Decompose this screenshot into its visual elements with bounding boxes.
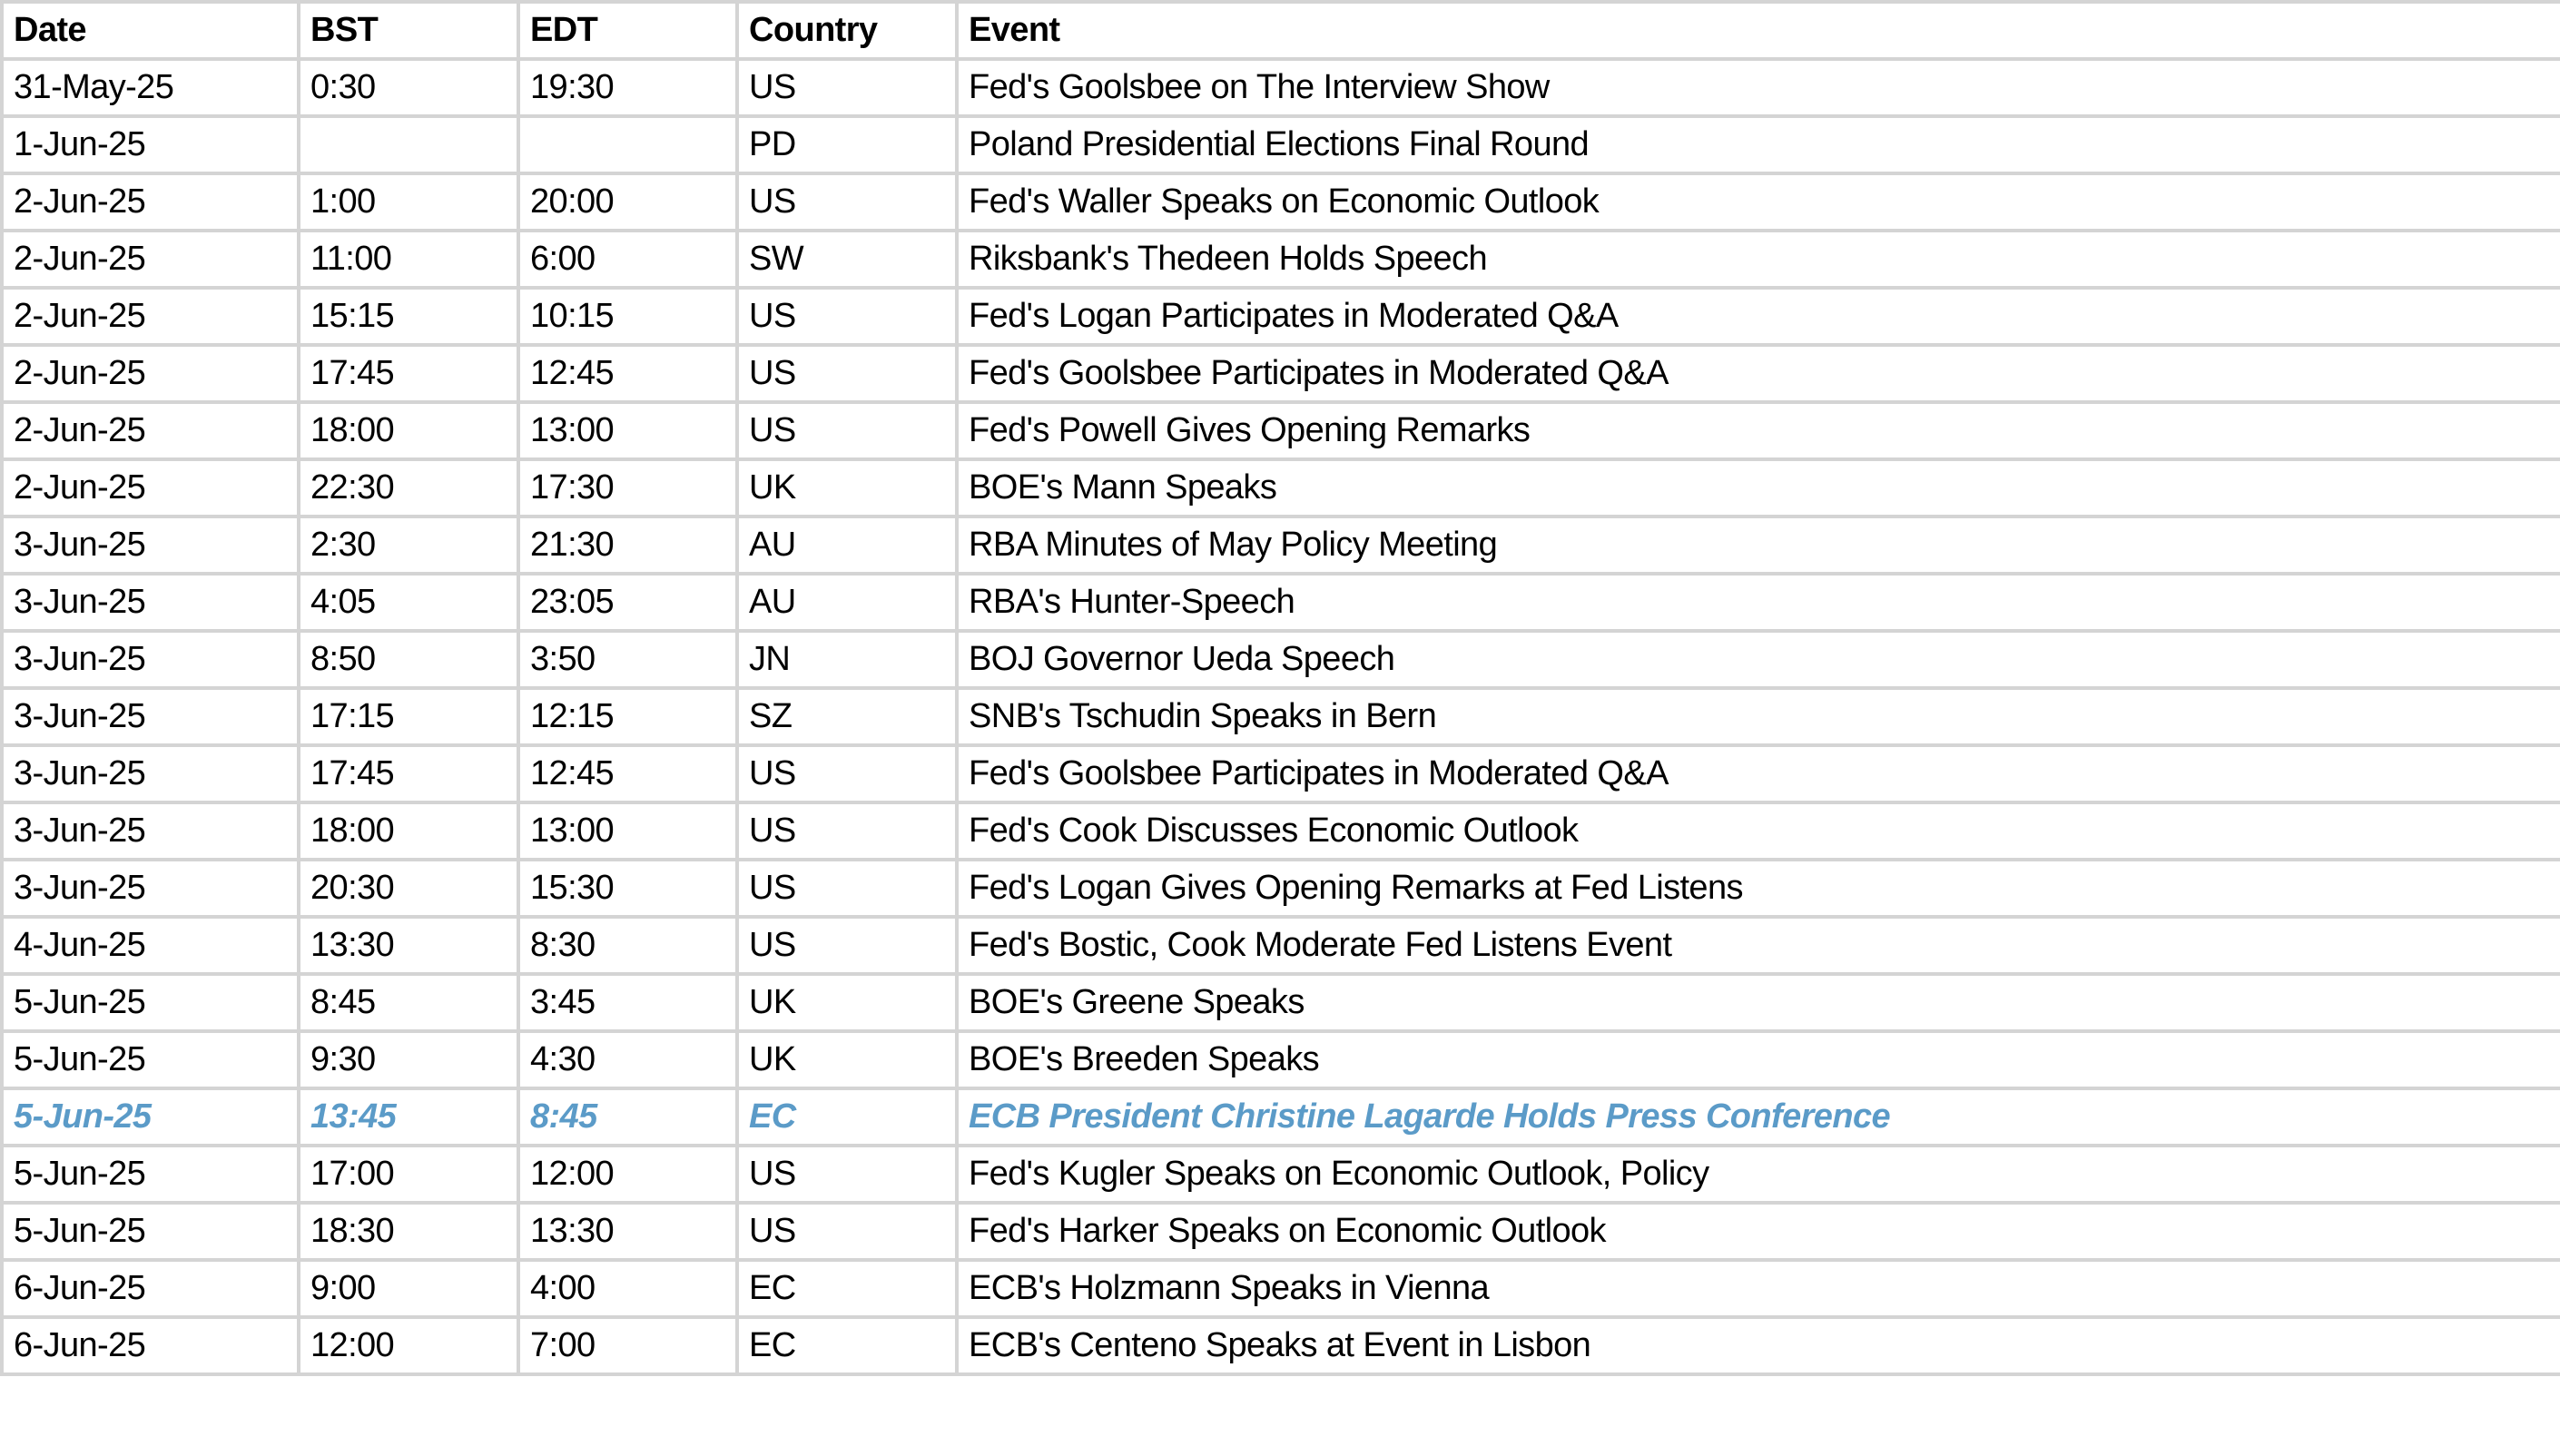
bst-time-cell: 17:00: [299, 1146, 518, 1203]
date-cell: 2-Jun-25: [2, 345, 299, 402]
edt-time-cell: 4:30: [518, 1031, 737, 1088]
event-cell: Poland Presidential Elections Final Round: [957, 116, 2560, 173]
bst-time-cell: 1:00: [299, 173, 518, 231]
table-row: [2, 345, 2560, 402]
edt-time-cell: 3:45: [518, 974, 737, 1031]
country-cell: US: [737, 917, 957, 974]
country-cell: US: [737, 860, 957, 917]
date-cell: 3-Jun-25: [2, 574, 299, 631]
bst-time-cell: 4:05: [299, 574, 518, 631]
table-row: [2, 402, 2560, 459]
event-cell: BOE's Breeden Speaks: [957, 1031, 2560, 1088]
edt-time-cell: 4:00: [518, 1260, 737, 1317]
edt-time-cell: 8:45: [518, 1088, 737, 1146]
bst-time-cell: 2:30: [299, 516, 518, 574]
bst-time-cell: 18:00: [299, 802, 518, 860]
date-cell: 6-Jun-25: [2, 1317, 299, 1374]
edt-time-cell: 15:30: [518, 860, 737, 917]
event-cell: BOE's Mann Speaks: [957, 459, 2560, 516]
event-cell: BOE's Greene Speaks: [957, 974, 2560, 1031]
event-cell: SNB's Tschudin Speaks in Bern: [957, 688, 2560, 745]
edt-time-cell: 13:00: [518, 402, 737, 459]
date-cell: 2-Jun-25: [2, 288, 299, 345]
bst-time-cell: 15:15: [299, 288, 518, 345]
country-cell: SW: [737, 231, 957, 288]
event-cell: Fed's Harker Speaks on Economic Outlook: [957, 1203, 2560, 1260]
edt-time-cell: 23:05: [518, 574, 737, 631]
table-row: [2, 116, 2560, 173]
event-cell: RBA Minutes of May Policy Meeting: [957, 516, 2560, 574]
edt-time-cell: 13:30: [518, 1203, 737, 1260]
bst-time-cell: 18:30: [299, 1203, 518, 1260]
country-cell: UK: [737, 974, 957, 1031]
event-cell: BOJ Governor Ueda Speech: [957, 631, 2560, 688]
event-cell: Riksbank's Thedeen Holds Speech: [957, 231, 2560, 288]
table-row: [2, 516, 2560, 574]
event-cell: Fed's Goolsbee on The Interview Show: [957, 59, 2560, 116]
date-cell: 5-Jun-25: [2, 1203, 299, 1260]
edt-time-cell: 21:30: [518, 516, 737, 574]
country-cell: EC: [737, 1088, 957, 1146]
date-cell: 6-Jun-25: [2, 1260, 299, 1317]
table-body: [2, 59, 2560, 1374]
date-cell: 3-Jun-25: [2, 860, 299, 917]
bst-time-cell: 9:30: [299, 1031, 518, 1088]
table-row: [2, 59, 2560, 116]
edt-time-cell: 8:30: [518, 917, 737, 974]
bst-time-cell: 17:45: [299, 745, 518, 802]
event-cell: RBA's Hunter-Speech: [957, 574, 2560, 631]
table-row-highlighted: [2, 1088, 2560, 1146]
bst-time-cell: 17:45: [299, 345, 518, 402]
column-header-date: Date: [2, 2, 299, 59]
table-row: [2, 173, 2560, 231]
country-cell: US: [737, 745, 957, 802]
bst-time-cell: 0:30: [299, 59, 518, 116]
bst-time-cell: 13:30: [299, 917, 518, 974]
edt-time-cell: 12:15: [518, 688, 737, 745]
date-cell: 3-Jun-25: [2, 802, 299, 860]
table-row: [2, 1146, 2560, 1203]
event-cell: Fed's Goolsbee Participates in Moderated Q&A: [957, 745, 2560, 802]
country-cell: UK: [737, 1031, 957, 1088]
table-row: [2, 860, 2560, 917]
column-header-edt: EDT: [518, 2, 737, 59]
country-cell: US: [737, 1146, 957, 1203]
date-cell: 2-Jun-25: [2, 173, 299, 231]
date-cell: 3-Jun-25: [2, 631, 299, 688]
event-cell: Fed's Cook Discusses Economic Outlook: [957, 802, 2560, 860]
table-row: [2, 802, 2560, 860]
country-cell: US: [737, 1203, 957, 1260]
bst-time-cell: 17:15: [299, 688, 518, 745]
table-row: [2, 917, 2560, 974]
country-cell: US: [737, 345, 957, 402]
bst-time-cell: 22:30: [299, 459, 518, 516]
column-header-event: Event: [957, 2, 2560, 59]
edt-time-cell: 12:00: [518, 1146, 737, 1203]
edt-time-cell: [518, 116, 737, 173]
country-cell: JN: [737, 631, 957, 688]
date-cell: 31-May-25: [2, 59, 299, 116]
country-cell: AU: [737, 516, 957, 574]
country-cell: AU: [737, 574, 957, 631]
table-row: [2, 574, 2560, 631]
country-cell: UK: [737, 459, 957, 516]
event-cell: Fed's Goolsbee Participates in Moderated Q&A: [957, 345, 2560, 402]
column-header-bst: BST: [299, 2, 518, 59]
edt-time-cell: 10:15: [518, 288, 737, 345]
bst-time-cell: 11:00: [299, 231, 518, 288]
date-cell: 5-Jun-25: [2, 1088, 299, 1146]
table-row: [2, 974, 2560, 1031]
edt-time-cell: 3:50: [518, 631, 737, 688]
date-cell: 5-Jun-25: [2, 1146, 299, 1203]
date-cell: 2-Jun-25: [2, 459, 299, 516]
event-cell: ECB's Holzmann Speaks in Vienna: [957, 1260, 2560, 1317]
event-cell: Fed's Waller Speaks on Economic Outlook: [957, 173, 2560, 231]
country-cell: US: [737, 173, 957, 231]
table-row: [2, 1317, 2560, 1374]
table-row: [2, 231, 2560, 288]
edt-time-cell: 20:00: [518, 173, 737, 231]
country-cell: PD: [737, 116, 957, 173]
date-cell: 2-Jun-25: [2, 231, 299, 288]
event-cell: Fed's Bostic, Cook Moderate Fed Listens Event: [957, 917, 2560, 974]
country-cell: US: [737, 402, 957, 459]
date-cell: 3-Jun-25: [2, 516, 299, 574]
event-cell: Fed's Kugler Speaks on Economic Outlook, Policy: [957, 1146, 2560, 1203]
edt-time-cell: 12:45: [518, 745, 737, 802]
table-row: [2, 631, 2560, 688]
edt-time-cell: 6:00: [518, 231, 737, 288]
country-cell: EC: [737, 1317, 957, 1374]
bst-time-cell: 20:30: [299, 860, 518, 917]
table-row: [2, 459, 2560, 516]
date-cell: 5-Jun-25: [2, 1031, 299, 1088]
country-cell: EC: [737, 1260, 957, 1317]
country-cell: US: [737, 802, 957, 860]
bst-time-cell: 9:00: [299, 1260, 518, 1317]
event-cell: Fed's Powell Gives Opening Remarks: [957, 402, 2560, 459]
table-row: [2, 745, 2560, 802]
country-cell: SZ: [737, 688, 957, 745]
table-row: [2, 288, 2560, 345]
header-row: [2, 2, 2560, 59]
date-cell: 1-Jun-25: [2, 116, 299, 173]
table-row: [2, 1260, 2560, 1317]
event-cell: ECB's Centeno Speaks at Event in Lisbon: [957, 1317, 2560, 1374]
edt-time-cell: 7:00: [518, 1317, 737, 1374]
country-cell: US: [737, 59, 957, 116]
event-cell: Fed's Logan Participates in Moderated Q&A: [957, 288, 2560, 345]
edt-time-cell: 13:00: [518, 802, 737, 860]
date-cell: 2-Jun-25: [2, 402, 299, 459]
edt-time-cell: 12:45: [518, 345, 737, 402]
bst-time-cell: [299, 116, 518, 173]
table-row: [2, 688, 2560, 745]
date-cell: 4-Jun-25: [2, 917, 299, 974]
country-cell: US: [737, 288, 957, 345]
date-cell: 3-Jun-25: [2, 745, 299, 802]
edt-time-cell: 17:30: [518, 459, 737, 516]
bst-time-cell: 12:00: [299, 1317, 518, 1374]
bst-time-cell: 8:50: [299, 631, 518, 688]
column-header-country: Country: [737, 2, 957, 59]
table-row: [2, 1203, 2560, 1260]
bst-time-cell: 13:45: [299, 1088, 518, 1146]
edt-time-cell: 19:30: [518, 59, 737, 116]
bst-time-cell: 8:45: [299, 974, 518, 1031]
event-cell: ECB President Christine Lagarde Holds Press Conference: [957, 1088, 2560, 1146]
table-row: [2, 1031, 2560, 1088]
bst-time-cell: 18:00: [299, 402, 518, 459]
date-cell: 5-Jun-25: [2, 974, 299, 1031]
event-cell: Fed's Logan Gives Opening Remarks at Fed Listens: [957, 860, 2560, 917]
date-cell: 3-Jun-25: [2, 688, 299, 745]
